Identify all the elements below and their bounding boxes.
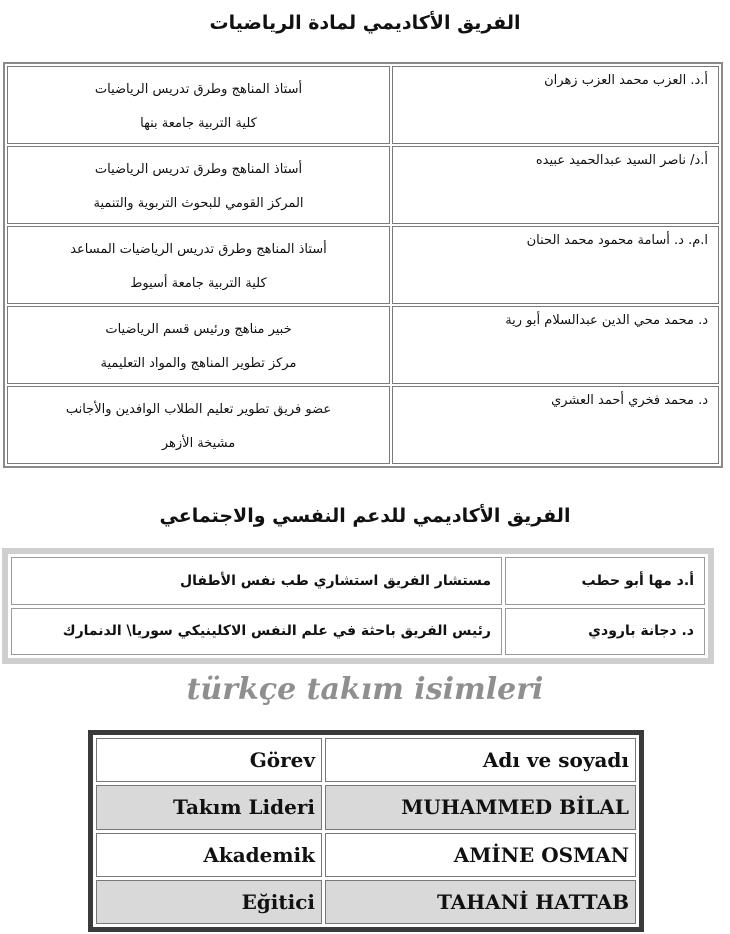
table-row — [7, 306, 719, 384]
member-name: MUHAMMED BİLAL — [325, 785, 636, 829]
member-role-cell — [7, 226, 390, 304]
member-name: AMİNE OSMAN — [325, 833, 636, 877]
turkish-team-table — [88, 730, 644, 932]
member-role: Eğitici — [96, 880, 322, 924]
member-role: عضو فريق تطوير تعليم الطلاب الوافدين والأجانب — [65, 402, 332, 417]
member-role: رئيس الفريق باحثة في علم النفس الاكلينيكي سوريا\ الدنمارك — [11, 608, 502, 656]
member-role-cell — [7, 146, 390, 224]
table-row — [7, 226, 719, 304]
table-row — [96, 880, 636, 924]
table-row — [96, 833, 636, 877]
table-row — [7, 66, 719, 144]
member-role: أستاذ المناهج وطرق تدريس الرياضيات — [94, 162, 303, 177]
support-team-table — [2, 548, 714, 664]
support-team-title: الفريق الأكاديمي للدعم النفسي والاجتماعي — [159, 505, 571, 527]
member-role: Akademik — [96, 833, 322, 877]
member-role-cell — [7, 66, 390, 144]
table-row — [11, 608, 705, 656]
table-row — [11, 557, 705, 605]
member-org: كلية التربية جامعة بنها — [140, 116, 257, 131]
member-name: أ.د مها أبو حطب — [505, 557, 705, 605]
member-name: د. محمد محي الدين عبدالسلام أبو رية — [392, 306, 719, 384]
header-role: Görev — [96, 738, 322, 782]
member-name: ا.م. د. أسامة محمود محمد الحنان — [392, 226, 719, 304]
member-name: أ.د/ ناصر السيد عبدالحميد عبيده — [392, 146, 719, 224]
member-org: كلية التربية جامعة أسيوط — [130, 276, 267, 291]
member-org: المركز القومي للبحوث التربوية والتنمية — [93, 196, 304, 211]
member-role: Takım Lideri — [96, 785, 322, 829]
table-row — [7, 146, 719, 224]
member-role-cell — [7, 306, 390, 384]
table-header-row — [96, 738, 636, 782]
member-name: TAHANİ HATTAB — [325, 880, 636, 924]
member-role: خبير مناهج ورئيس قسم الرياضيات — [105, 322, 292, 337]
member-role: أستاذ المناهج وطرق تدريس الرياضيات — [94, 82, 303, 97]
member-role: مستشار الفريق استشاري طب نفس الأطفال — [11, 557, 502, 605]
table-row — [7, 386, 719, 464]
turkish-team-title: türkçe takım isimleri — [186, 672, 544, 707]
member-name: أ.د. العزب محمد العزب زهران — [392, 66, 719, 144]
math-team-title: الفريق الأكاديمي لمادة الرياضيات — [209, 12, 521, 34]
member-name: د. محمد فخري أحمد العشري — [392, 386, 719, 464]
header-name: Adı ve soyadı — [325, 738, 636, 782]
member-org: مشيخة الأزهر — [161, 436, 236, 451]
member-org: مركز تطوير المناهج والمواد التعليمية — [100, 356, 297, 371]
math-team-table — [3, 62, 723, 468]
member-role-cell — [7, 386, 390, 464]
member-role: أستاذ المناهج وطرق تدريس الرياضيات المساعد — [70, 242, 327, 257]
member-name: د. دجانة بارودي — [505, 608, 705, 656]
table-row — [96, 785, 636, 829]
